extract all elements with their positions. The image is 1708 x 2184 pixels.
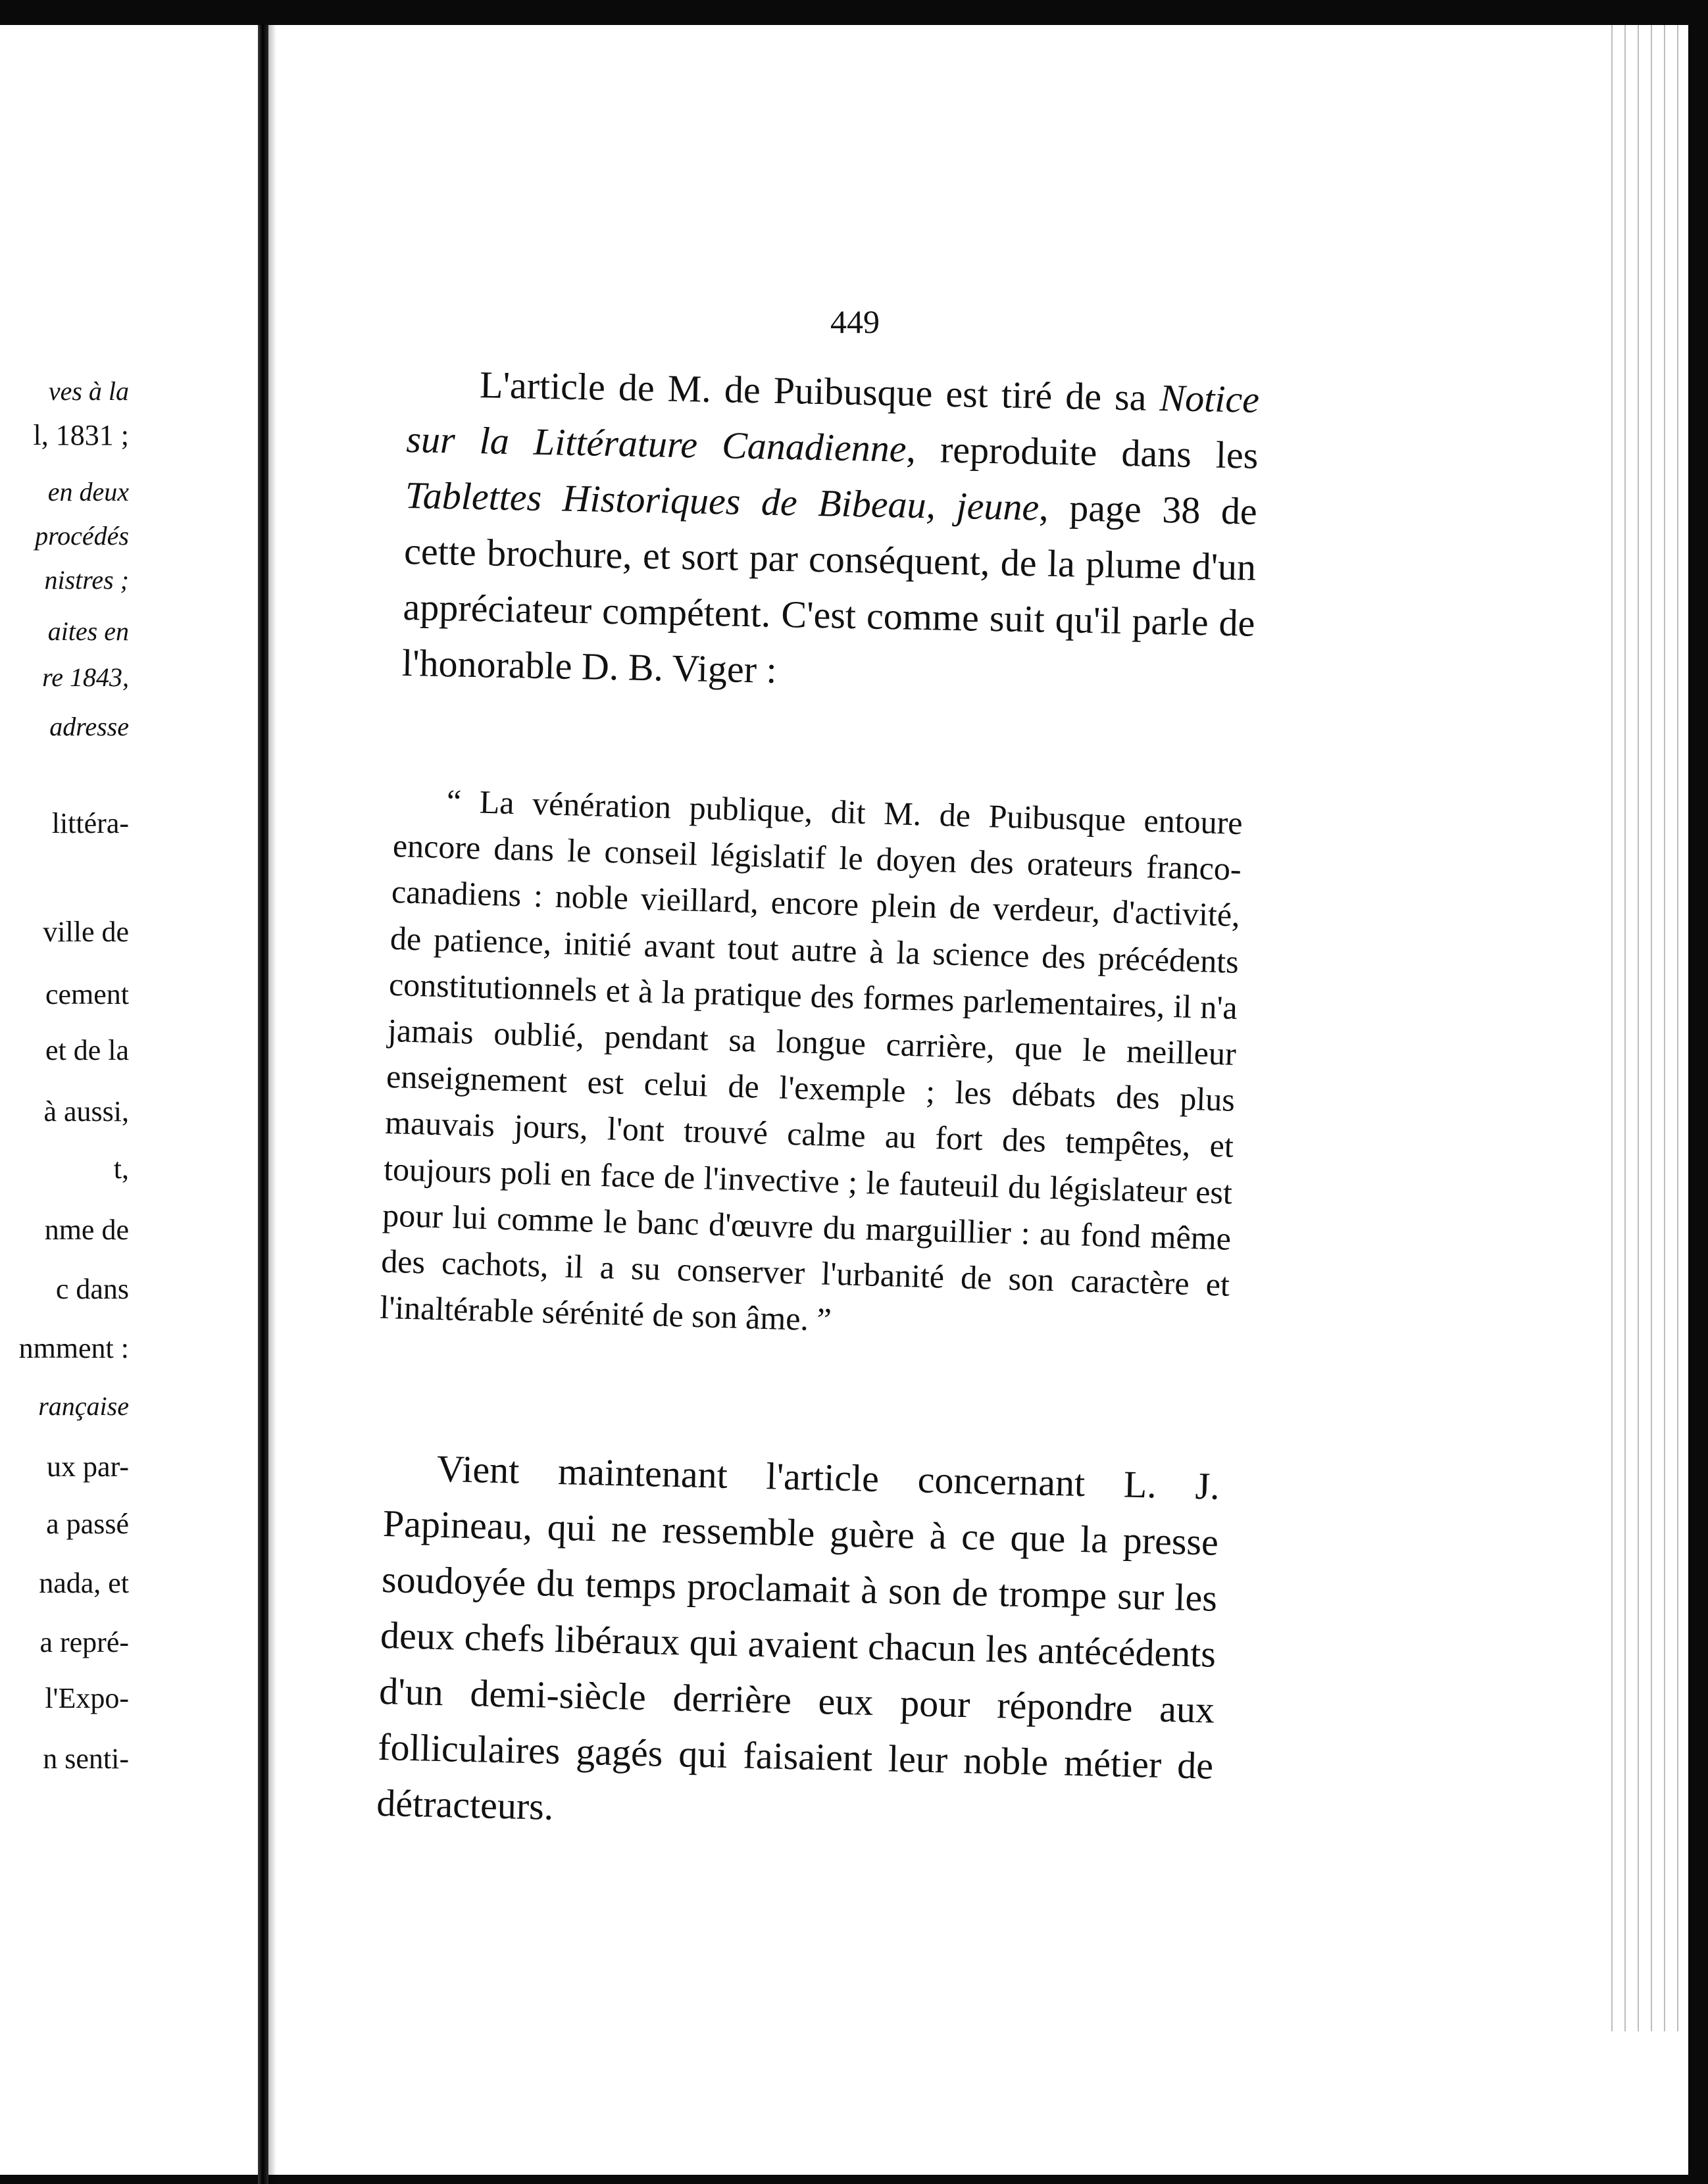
- left-page-line: et de la: [45, 1034, 129, 1066]
- left-page-line: nme de: [44, 1214, 129, 1246]
- intro-title-notice: Notice sur la Littérature Canadienne: [405, 376, 1260, 470]
- left-page-line: cement: [45, 978, 129, 1010]
- left-page-line: nistres ;: [44, 565, 129, 595]
- book-gutter: [258, 25, 268, 2184]
- left-page-line: ville de: [43, 916, 129, 948]
- intro-text-3: , page 38 de cette brochure, et sort par conséquent, de la plume d'un appréciateur compétent. C'est comme suit qu'il parle de l'honorable D. B. Viger :: [401, 485, 1258, 691]
- left-page-line: rançaise: [38, 1391, 129, 1421]
- page-number: 449: [830, 303, 880, 340]
- left-page-line: en deux: [47, 477, 129, 507]
- intro-text-1: L'article de M. de Puibusque est tiré de sa: [479, 363, 1161, 419]
- left-page-line: ves à la: [48, 376, 129, 406]
- scan-border-right: [1688, 0, 1708, 2184]
- left-page-line: nada, et: [39, 1567, 129, 1599]
- gutter-shadow: [268, 25, 276, 2184]
- intro-paragraph: [401, 355, 1260, 707]
- left-page-fragment: [0, 0, 258, 2184]
- left-page-line: t,: [113, 1153, 129, 1185]
- left-page-line: aites en: [47, 616, 129, 646]
- left-page-line: ux par-: [47, 1451, 129, 1483]
- left-page-line: n senti-: [43, 1743, 129, 1775]
- left-page-line: l, 1831 ;: [33, 419, 129, 451]
- left-page-line: nmment :: [18, 1332, 129, 1364]
- left-page-line: l'Expo-: [45, 1682, 129, 1714]
- left-page-line: procédés: [35, 521, 129, 551]
- intro-title-tablettes: Tablettes Historiques de Bibeau, jeune: [405, 473, 1040, 529]
- quotation-block: “ La vénération publique, dit M. de Puibusque entoure encore dans le conseil législatif le doyen des orateurs franco-canadiens : noble vieillard, encore plein de verdeur, d'activité, de patience, initié avant tout autre à la science des précédents constitutionnels et à la pratique des formes parlementaires, il n'a jamais oublié, pendant sa longue carrière, que le meilleur enseignement est celui de l'exemple ; les débats des plus mauvais jours, l'ont trouvé calme au fort des tempêtes, et toujours poli en face de l'invective ; le fauteuil du législateur est pour lui comme le banc d'œuvre du marguillier : au fond même des cachots, il a su conserver l'urbanité de son caractère et l'inaltérable sérénité de son âme. ”: [379, 782, 1243, 1339]
- intro-text-2: , reproduite dans les: [905, 427, 1259, 477]
- left-page-line: à aussi,: [43, 1095, 129, 1128]
- left-page-line: a passé: [46, 1508, 129, 1540]
- closing-paragraph: Vient maintenant l'article concernant L. J. Papineau, qui ne ressemble guère à ce que la presse soudoyée du temps proclamait à son de trompe sur les deux chefs libéraux qui avaient chacun les antécédents d'un demi-siècle derrière eux pour répondre aux folliculaires gagés qui faisaient leur noble métier de détracteurs.: [376, 1447, 1220, 1828]
- left-page-line: littéra-: [51, 807, 129, 839]
- left-page-line: adresse: [49, 712, 129, 741]
- left-page-line: re 1843,: [42, 662, 129, 692]
- page-stack-edges: [1605, 25, 1688, 2031]
- left-page-line: a repré-: [39, 1626, 129, 1658]
- left-page-line: c dans: [55, 1273, 129, 1305]
